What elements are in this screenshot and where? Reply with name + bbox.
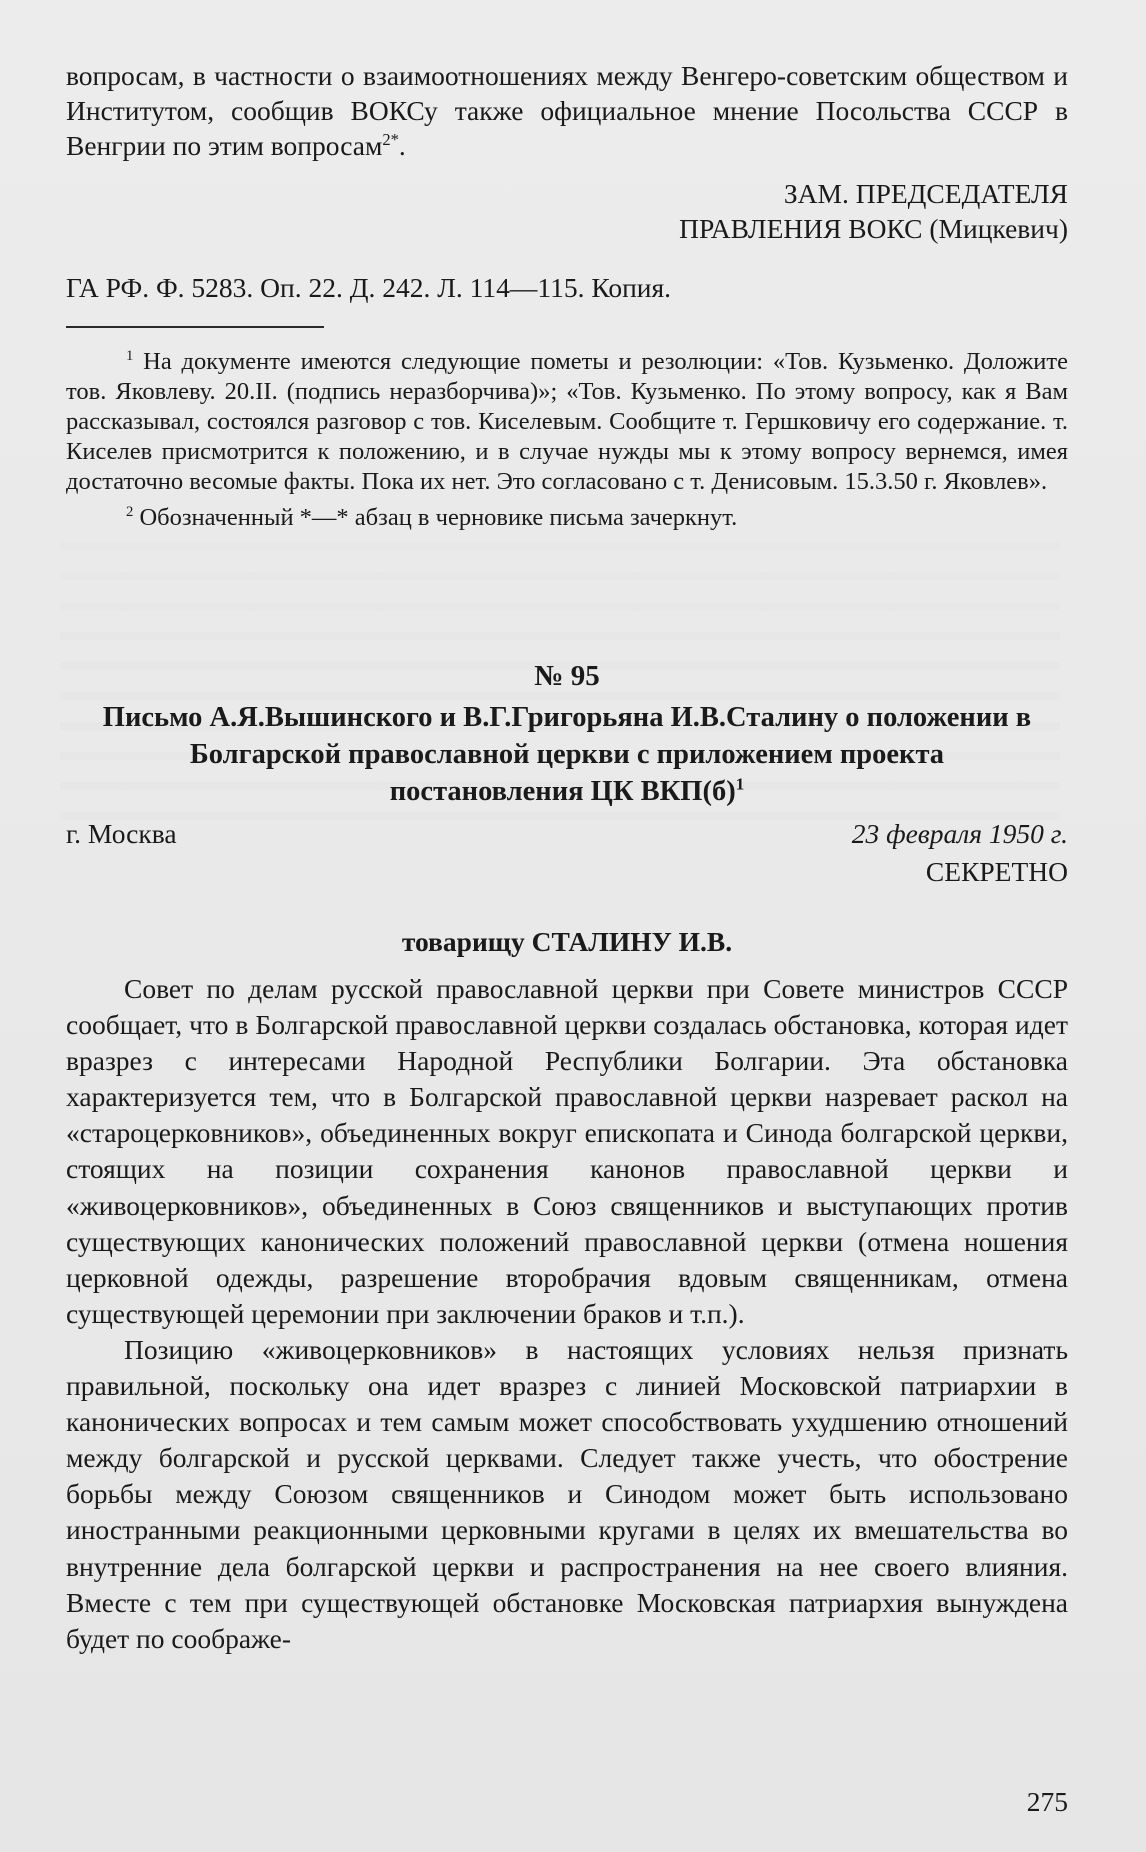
document-date: 23 февраля 1950 г. bbox=[851, 818, 1068, 849]
place-date-line bbox=[66, 816, 1068, 852]
signature-line-1: ЗАМ. ПРЕДСЕДАТЕЛЯ bbox=[783, 178, 1068, 209]
document-title: Письмо А.Я.Вышинского и В.Г.Григорьяна И.В.Сталину о положении в Болгарской православной церкви с приложением проекта постановления ЦК $ВКП(б)^1$ bbox=[102, 702, 1032, 807]
archive-reference: ГА РФ. Ф. 5283. Оп. 22. Д. 242. Л. 114—115. Копия. bbox=[66, 272, 672, 303]
body-paragraph-2: Позицию «живоцерковников» в настоящих условиях нельзя признать правильной, поскольку она идет вразрез с линией Московской патриархии в канонических вопросах и тем самым может способствовать ухудшению отношений между болгарской и русской церквами. Следует также учесть, что обострение борьбы между Союзом священников и Синодом может быть использовано иностранными реакционными церковными кругами в целях их вмешательства во внутренние дела болгарской церкви и распространения на нее своего влияния. Вместе с тем при существующей обстановке Московская патриархия вынуждена будет по соображе- bbox=[66, 1333, 1068, 1654]
title-footnote-ref: 1 bbox=[735, 774, 745, 794]
footnote-divider bbox=[66, 326, 324, 328]
document-number: № 95 bbox=[534, 660, 600, 692]
signature-line-2: ПРАВЛЕНИЯ ВОКС (Мицкевич) bbox=[679, 213, 1068, 244]
document-city: г. Москва bbox=[66, 818, 177, 849]
footnote-1: $^1$ На документе имеются следующие пометы и резолюции: «Тов. Кузьменко. Доложите тов. Яковлеву. 20.II. (подпись неразборчива)»; «Тов. Кузьменко. По этому вопросу, как я Вам рассказывал, состоялся разговор с тов. Киселевым. Сообщите т. Гершковичу его содержание. т. Киселев присмотрится к положению, и в случае нужды мы к этому вопросу вернемся, имея достаточно весомые факты. Пока их нет. Это согласовано с т. Денисовым. 15.3.50 г. Яковлев». bbox=[66, 347, 1068, 495]
footnote-mark: 1 bbox=[126, 347, 134, 364]
footnote-mark: 2 bbox=[126, 503, 134, 520]
signature-block bbox=[66, 176, 1068, 246]
letter-body bbox=[66, 971, 1068, 1657]
addressee: товарищу СТАЛИНУ И.В. bbox=[401, 926, 733, 957]
footnote-ref: 2* bbox=[382, 129, 399, 149]
page-number: 275 bbox=[1026, 1786, 1068, 1817]
classification-mark: СЕКРЕТНО bbox=[925, 856, 1068, 887]
lead-paragraph: вопросам, в частности о взаимоотношениях между Венгеро-советским обществом и Институтом, сообщив ВОКСу также официальное мнение Посольства СССР в Венгрии по этим вопросам$^{2*}$. bbox=[66, 60, 1068, 161]
footnotes bbox=[66, 347, 1068, 533]
footnote-2: $^2$ Обозначенный *—* абзац в черновике письма зачеркнут. bbox=[126, 503, 738, 531]
body-paragraph-1: Совет по делам русской православной церкви при Совете министров СССР сообщает, что в Болгарской православной церкви создалась обстановка, которая идет вразрез с интересами Народной Республики Болгарии. Эта обстановка характеризуется тем, что в Болгарской православной церкви назревает раскол на «староцерковников», объединенных вокруг епископата и Синода болгарской церкви, стоящих на позиции сохранения канонов православной церкви и «живоцерковников», объединенных в Союз священников и выступающих против существующих канонических положений православной церкви (отмена ношения церковной одежды, разрешение второбрачия вдовым священникам, отмена существующей церемонии при заключении браков и т.п.). bbox=[66, 973, 1068, 1329]
